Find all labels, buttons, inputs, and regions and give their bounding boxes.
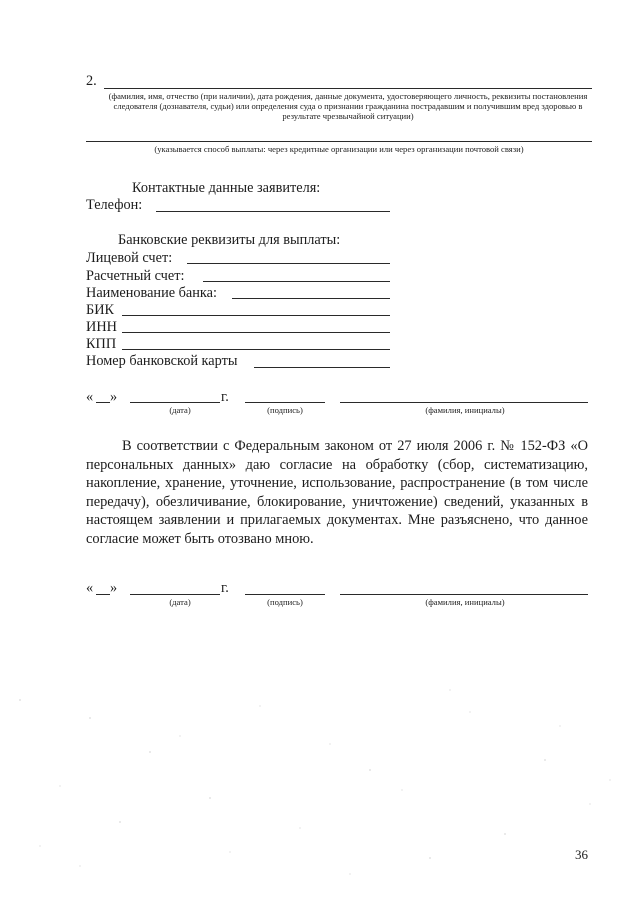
signature-line-2[interactable]	[245, 594, 325, 595]
date-day-line-2[interactable]	[96, 594, 110, 595]
date-month-line-2[interactable]	[130, 594, 220, 595]
card-number-line[interactable]	[254, 367, 390, 368]
consent-paragraph: В соответствии с Федеральным законом от 27 июля 2006 г. № 152-ФЗ «О персональных данных» даю согласие на обработку (сбор, систематизацию, накопление, хранение, уточнение, использование, распространение (в том числе передачу), обезличивание, блокирование, уничтожение) сведений, указанных в настоящем заявлении и прилагаемых документах. Мне разъяснено, что данное согласие может быть отозвано мною.	[86, 438, 588, 547]
payment-method-line[interactable]	[86, 141, 592, 142]
date-quote-close: »	[110, 389, 118, 405]
date-day-line[interactable]	[96, 402, 110, 403]
date-quote-close-2: »	[110, 580, 118, 596]
name-caption: (фамилия, инициалы)	[425, 405, 505, 415]
bik-label: БИК	[86, 302, 115, 318]
name-caption-2: (фамилия, инициалы)	[425, 597, 505, 607]
date-caption-2: (дата)	[169, 597, 191, 607]
date-month-line[interactable]	[130, 402, 220, 403]
settlement-account-label: Расчетный счет:	[86, 268, 185, 284]
full-name-line[interactable]	[340, 402, 588, 403]
bank-heading: Банковские реквизиты для выплаты:	[118, 232, 341, 248]
phone-field-line[interactable]	[156, 211, 390, 212]
section-number: 2.	[86, 73, 97, 89]
date-caption: (дата)	[169, 405, 191, 415]
bank-name-line[interactable]	[232, 298, 390, 299]
page-number: 36	[575, 847, 588, 862]
bank-name-label: Наименование банка:	[86, 285, 217, 301]
contacts-heading: Контактные данные заявителя:	[132, 180, 321, 196]
signature-caption-2: (подпись)	[267, 597, 303, 607]
year-suffix: г.	[221, 389, 229, 405]
full-name-line-2[interactable]	[340, 594, 588, 595]
applicant-data-line[interactable]	[104, 88, 592, 89]
payment-method-caption: (указывается способ выплаты: через кредитные организации или через организации почтовой связи)	[154, 144, 524, 154]
inn-label: ИНН	[86, 319, 117, 335]
card-number-label: Номер банковской карты	[86, 353, 238, 369]
kpp-label: КПП	[86, 336, 117, 352]
year-suffix-2: г.	[221, 580, 229, 596]
kpp-line[interactable]	[122, 349, 390, 350]
inn-line[interactable]	[122, 332, 390, 333]
bik-line[interactable]	[122, 315, 390, 316]
personal-account-label: Лицевой счет:	[86, 250, 173, 266]
applicant-data-caption: (фамилия, имя, отчество (при наличии), дата рождения, данные документа, удостоверяющего личность, реквизиты постановления следователя (дознавателя, судьи) или определения суда о признании гражданина пострадавшим и получившим вред здоровью в результате чрезвычайной ситуации)	[108, 91, 588, 121]
signature-line[interactable]	[245, 402, 325, 403]
personal-account-line[interactable]	[187, 263, 390, 264]
phone-label: Телефон:	[86, 197, 143, 213]
settlement-account-line[interactable]	[203, 281, 390, 282]
date-quote-open: «	[86, 389, 94, 405]
date-quote-open-2: «	[86, 580, 94, 596]
signature-caption: (подпись)	[267, 405, 303, 415]
